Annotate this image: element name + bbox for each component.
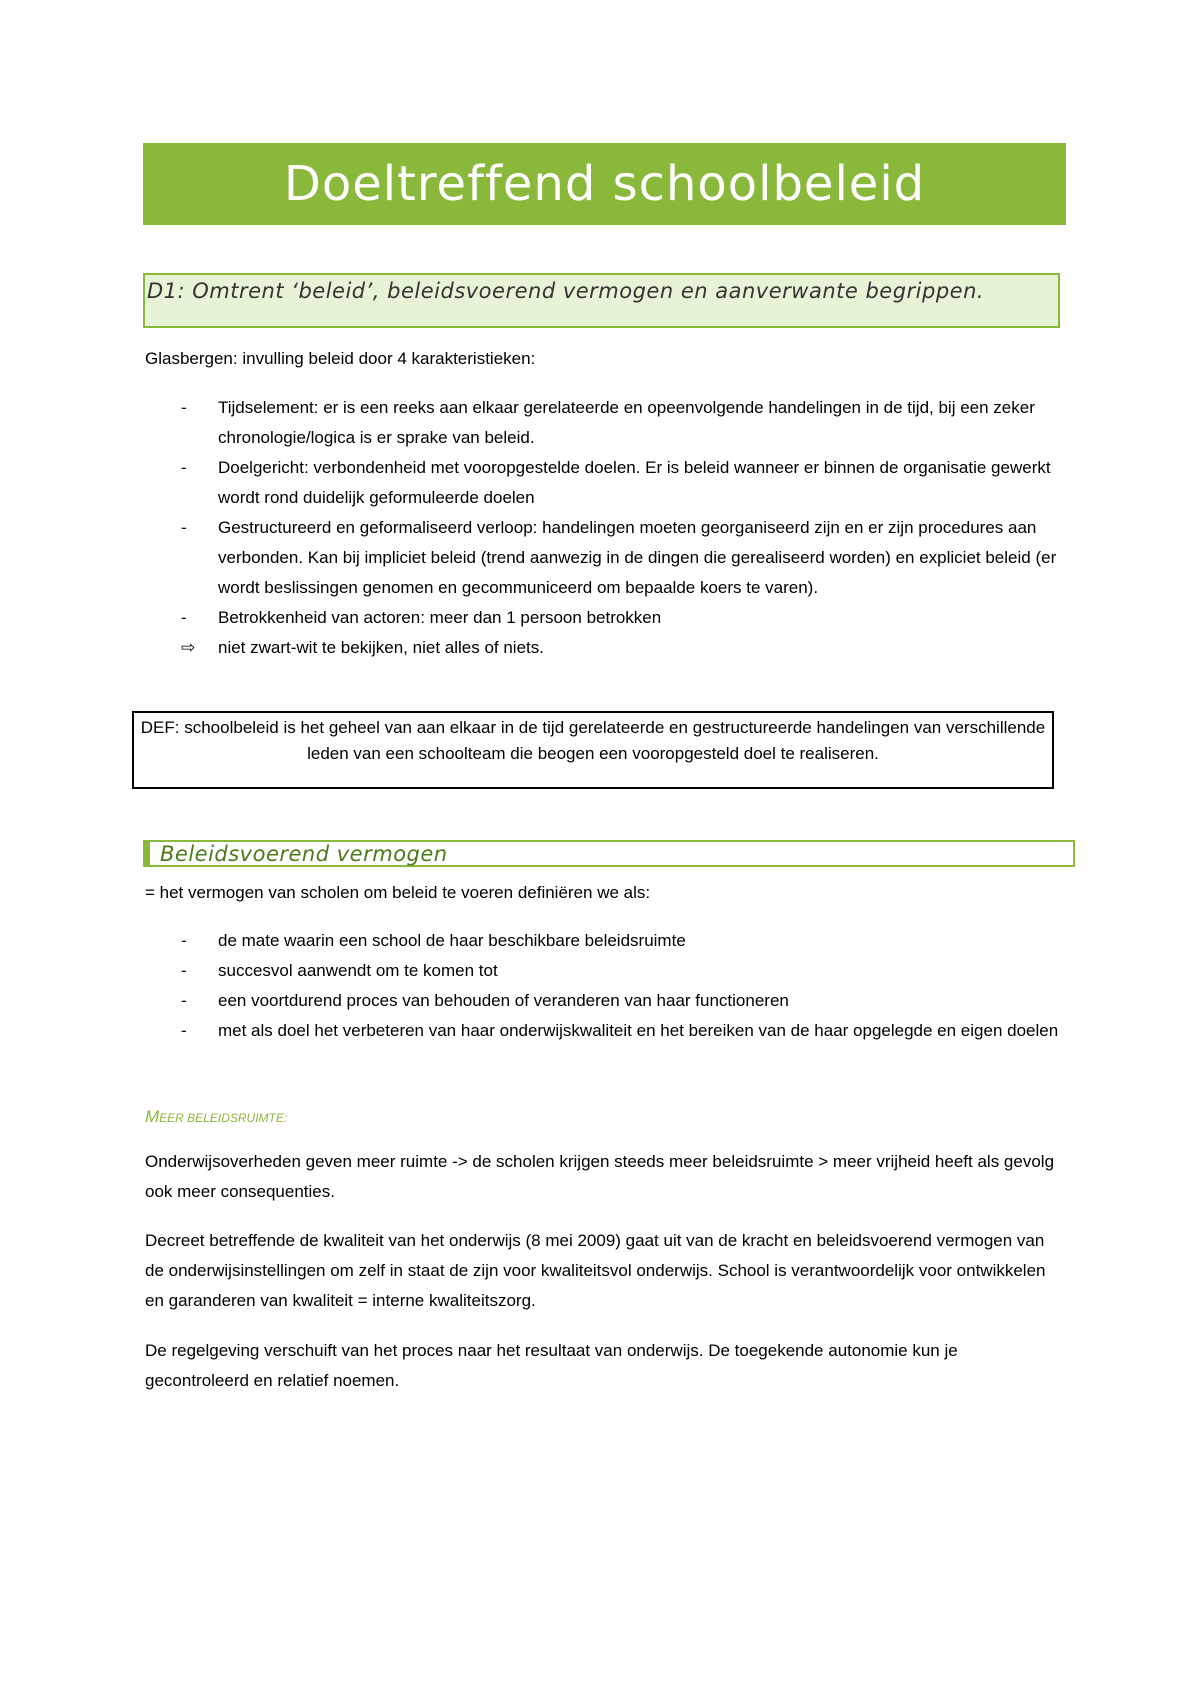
section2-intro: = het vermogen van scholen om beleid te voeren definiëren we als:: [145, 883, 651, 902]
document-title: Doeltreffend schoolbeleid: [283, 156, 926, 212]
section2-heading: Beleidsvoerend vermogen: [143, 840, 1075, 867]
list-item: - met als doel het verbeteren van haar onderwijskwaliteit en het bereiken van de haar opgelegde en eigen doelen: [145, 1016, 1065, 1046]
arrow-right-icon: ⇨: [181, 638, 196, 657]
section3-heading: MEER BELEIDSRUIMTE:: [145, 1107, 288, 1126]
definition-box: [132, 711, 1054, 789]
list-item: - Tijdselement: er is een reeks aan elkaar gerelateerde en opeenvolgende handelingen in de tijd, bij een zeker chronologie/logica is er sprake van beleid.: [145, 393, 1065, 453]
dash-bullet: -: [181, 608, 187, 627]
capacity-list: [145, 926, 1065, 1046]
dash-bullet: -: [181, 458, 187, 477]
dash-bullet: -: [181, 991, 187, 1010]
list-item: - een voortdurend proces van behouden of veranderen van haar functioneren: [145, 986, 1065, 1016]
list-item: - Betrokkenheid van actoren: meer dan 1 persoon betrokken: [145, 603, 1065, 633]
paragraph: Decreet betreffende de kwaliteit van het onderwijs (8 mei 2009) gaat uit van de kracht en beleidsvoerend vermogen van de onderwijsinstellingen om zelf in staat de zijn voor kwaliteitsvol onderwijs. School is verantwoordelijk voor ontwikkelen en garanderen van kwaliteit = interne kwaliteitszorg.: [145, 1231, 1046, 1310]
list-item: ⇨ niet zwart-wit te bekijken, niet alles of niets.: [145, 633, 1065, 663]
list-item: - de mate waarin een school de haar beschikbare beleidsruimte: [145, 926, 1065, 956]
title-banner: [143, 143, 1066, 225]
characteristics-list: [145, 393, 1065, 663]
dash-bullet: -: [181, 1021, 187, 1040]
dash-bullet: -: [181, 398, 187, 417]
list-item: - succesvol aanwendt om te komen tot: [145, 956, 1065, 986]
dash-bullet: -: [181, 518, 187, 537]
paragraph: Onderwijsoverheden geven meer ruimte -> de scholen krijgen steeds meer beleidsruimte > meer vrijheid heeft als gevolg ook meer consequenties.: [145, 1152, 1055, 1201]
paragraph: De regelgeving verschuift van het proces naar het resultaat van onderwijs. De toegekende autonomie kun je gecontroleerd en relatief noemen.: [145, 1341, 958, 1390]
dash-bullet: -: [181, 931, 187, 950]
section1-intro: Glasbergen: invulling beleid door 4 karakteristieken:: [145, 349, 536, 368]
section1-heading: D1: Omtrent ‘beleid’, beleidsvoerend vermogen en aanverwante begrippen.: [143, 273, 1060, 328]
definition-text: DEF: schoolbeleid is het geheel van aan elkaar in de tijd gerelateerde en gestructureerde handelingen van verschillende leden van een schoolteam die beogen een vooropgesteld doel te realiseren.: [140, 718, 1046, 763]
list-item: - Doelgericht: verbondenheid met vooropgestelde doelen. Er is beleid wanneer er binnen de organisatie gewerkt wordt rond duidelijk geformuleerde doelen: [145, 453, 1065, 513]
list-item: - Gestructureerd en geformaliseerd verloop: handelingen moeten georganiseerd zijn en er zijn procedures aan verbonden. Kan bij impliciet beleid (trend aanwezig in de dingen die gerealiseerd worden) en expliciet beleid (er wordt beslissingen genomen en gecommuniceerd om bepaalde koers te varen).: [145, 513, 1065, 603]
dash-bullet: -: [181, 961, 187, 980]
